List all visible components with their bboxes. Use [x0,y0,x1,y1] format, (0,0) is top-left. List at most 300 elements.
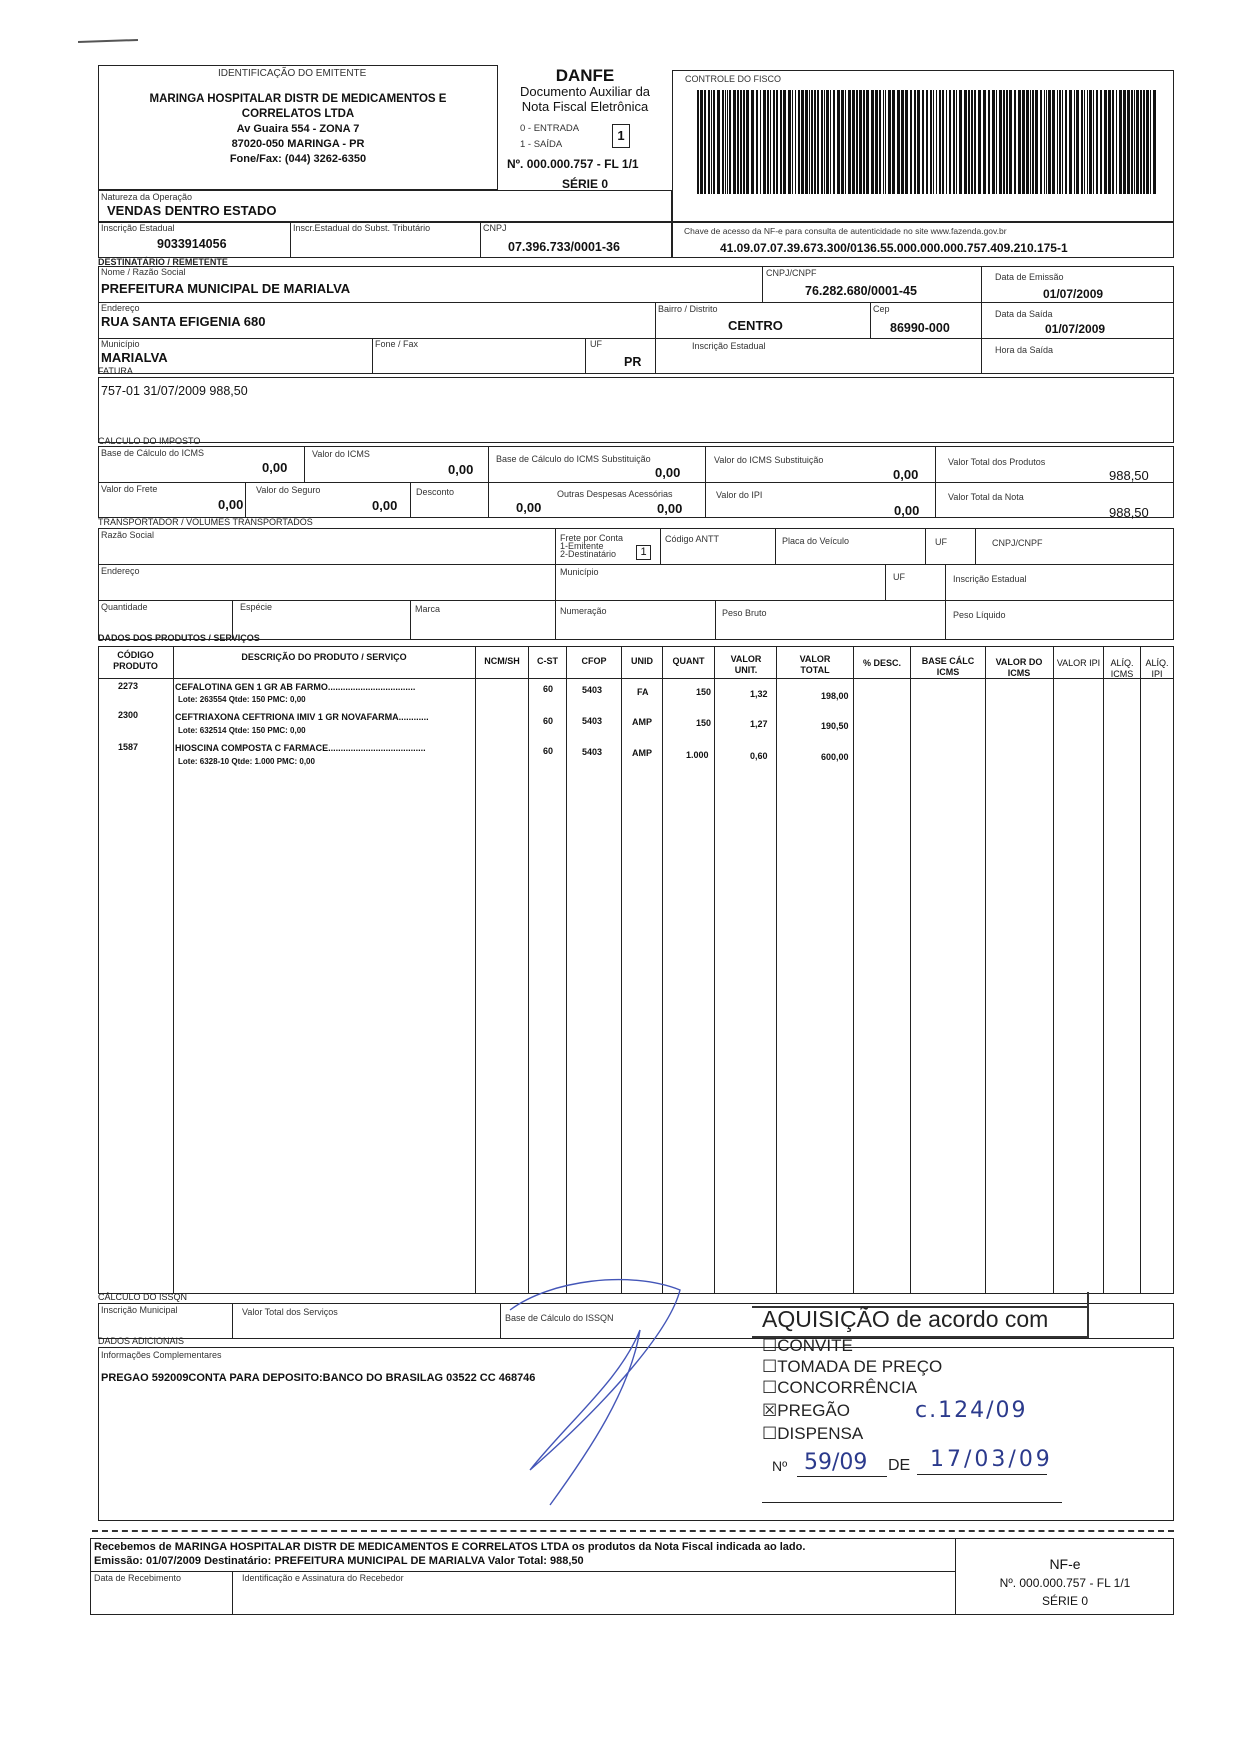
barcode-bar [1032,90,1034,194]
barcode-bar [1003,90,1005,194]
total-prod: 988,50 [1109,468,1149,483]
ipi: 0,00 [894,503,920,518]
barcode [697,90,1157,194]
barcode-bar [1057,90,1058,194]
stamp-title: AQUISIÇÃO de acordo com [762,1306,1049,1332]
dest-uf: PR [624,355,642,369]
row3-unid: AMP [632,748,652,758]
ie-label: Inscrição Estadual [101,223,175,233]
row2-quant: 150 [696,718,712,728]
trans-frete-label-3: 2-Destinatário [560,549,617,559]
barcode-bar [811,90,813,194]
barcode-bar [1136,90,1139,194]
barcode-bar [968,90,970,194]
barcode-bar [983,90,986,194]
outras: 0,00 [657,501,683,516]
barcode-bar [930,90,932,194]
th-cst: C-ST [537,656,558,666]
barcode-bar [859,90,862,194]
barcode-bar [988,90,990,194]
row3-descricao: HIOSCINA COMPOSTA C FARMACE....................................... [175,743,426,753]
barcode-bar [1035,90,1038,194]
th-vicms: VALOR DO ICMS [995,657,1043,678]
fatura-box [98,377,1174,443]
canhoto-assinatura-label: Identificação e Assinatura do Recebedor [242,1573,404,1583]
barcode-bar [788,90,791,194]
th-codigo: CÓDIGO PRODUTO [113,650,158,671]
canhoto-line1: Recebemos de MARINGA HOSPITALAR DISTR DE MEDICAMENTOS E CORRELATOS LTDA os produtos da Nota Fiscal indicada ao lado. [94,1541,806,1553]
barcode-bar [852,90,855,194]
seguro-label: Valor do Seguro [256,485,321,495]
row3-vtotal: 600,00 [821,752,849,762]
barcode-bar [733,90,736,194]
barcode-bar [901,90,904,194]
barcode-bar [978,90,981,194]
barcode-bar [1026,90,1029,194]
icms: 0,00 [448,462,474,477]
bc-icms-label: Base de Cálculo do ICMS [101,448,205,458]
barcode-bar [879,90,881,194]
stamp-opt3-label: CONCORRÊNCIA [777,1378,918,1397]
barcode-bar [737,90,739,194]
fatura-value: 757-01 31/07/2009 988,50 [101,384,248,398]
barcode-bar [1134,90,1135,194]
barcode-bar [1108,90,1111,194]
dest-bairro-label: Bairro / Distrito [658,304,718,314]
dest-saida-label: Data da Saída [995,309,1053,319]
destinatario-section: DESTINATÁRIO / REMETENTE [98,257,228,267]
barcode-bar [936,90,937,194]
barcode-bar [729,90,731,194]
canhoto-serie: SÉRIE 0 [1041,1594,1089,1608]
barcode-bar [1112,90,1114,194]
outras-label: Outras Despesas Acessórias [557,489,673,499]
barcode-bar [1100,90,1102,194]
barcode-bar [1076,90,1079,194]
barcode-bar [830,90,831,194]
barcode-bar [926,90,928,194]
row2-cfop: 5403 [582,716,603,726]
th-aicms: ALÍQ. ICMS [1110,658,1134,679]
dest-cep: 86990-000 [890,321,950,335]
barcode-bar [1089,90,1092,194]
checkbox-icon: ☐ [762,1336,778,1355]
barcode-bar [704,90,706,194]
barcode-bar [697,90,699,194]
row2-lote: Lote: 632514 Qtde: 150 PMC: 0,00 [178,726,306,735]
total-nota-label: Valor Total da Nota [948,492,1024,502]
trans-frete-value: 1 [640,546,647,558]
stamp-opt2-label: TOMADA DE PREÇO [777,1357,943,1376]
barcode-bar [892,90,895,194]
checkbox-icon: ☐ [762,1378,778,1397]
barcode-bar [885,90,886,194]
barcode-bar [1006,90,1008,194]
stamp-hand-c: c.124/09 [915,1398,1028,1423]
trans-numeracao-label: Numeração [560,606,607,616]
emitente-label: IDENTIFICAÇÃO DO EMITENTE [218,68,367,79]
barcode-bar [942,90,944,194]
trans-endereco-label: Endereço [101,566,140,576]
barcode-bar [996,90,997,194]
barcode-bar [746,90,749,194]
barcode-bar [767,90,769,194]
emitente-name-2: CORRELATOS LTDA [241,108,355,120]
dest-cnpj-label: CNPJ/CNPF [766,268,817,278]
barcode-bar [1153,90,1156,194]
canhoto-numero: Nº. 000.000.757 - FL 1/1 [999,1576,1131,1590]
dest-endereco: RUA SANTA EFIGENIA 680 [101,314,266,329]
controle-label: CONTROLE DO FISCO [685,74,782,84]
row1-vtotal: 198,00 [821,691,849,701]
dest-emissao-label: Data de Emissão [995,272,1064,282]
th-descricao: DESCRIÇÃO DO PRODUTO / SERVIÇO [241,652,407,662]
bc-st: 0,00 [655,465,681,480]
stamp-opt4-label: PREGÃO [777,1401,850,1420]
row2-vtotal: 190,50 [821,721,849,731]
barcode-bar [1014,90,1016,194]
barcode-bar [953,90,955,194]
barcode-bar [837,90,840,194]
issqn-bc-label: Base de Cálculo do ISSQN [505,1313,614,1323]
row1-cst: 60 [543,684,554,694]
emitente-address: Av Guaira 554 - ZONA 7 [236,123,360,135]
cnpj-label: CNPJ [483,223,507,233]
issqn-section: CÁLCULO DO ISSQN [98,1292,188,1302]
barcode-bar [801,90,804,194]
total-prod-label: Valor Total dos Produtos [948,457,1046,467]
th-cfop: CFOP [581,656,607,666]
row1-quant: 150 [696,687,712,697]
row2-unid: AMP [632,717,652,727]
dest-municipio-label: Município [101,339,140,349]
barcode-bar [964,90,967,194]
dest-fone-label: Fone / Fax [375,339,419,349]
trans-marca-label: Marca [415,604,441,614]
barcode-bar [1074,90,1075,194]
barcode-bar [1081,90,1083,194]
trans-placa-label: Placa do Veículo [782,536,850,546]
bc-st-label: Base de Cálculo do ICMS Substituição [496,454,651,464]
danfe-entrada: 0 - ENTRADA [520,123,580,134]
barcode-bar [700,90,703,194]
barcode-bar [845,90,846,194]
emitente-phone: Fone/Fax: (044) 3262-6350 [229,153,367,165]
row1-cfop: 5403 [582,685,603,695]
trans-especie-label: Espécie [240,602,273,612]
frete-label: Valor do Frete [101,484,158,494]
barcode-bar [856,90,858,194]
barcode-bar [770,90,771,194]
canhoto-data-label: Data de Recebimento [94,1573,182,1583]
trans-cnpj-label: CNPJ/CNPF [992,538,1043,548]
row3-cfop: 5403 [582,747,603,757]
barcode-bar [1065,90,1067,194]
barcode-bar [1022,90,1025,194]
barcode-bar [792,90,793,194]
checkbox-icon: ☐ [762,1357,778,1376]
barcode-bar [1052,90,1055,194]
natureza-label: Natureza da Operação [101,192,193,202]
barcode-bar [1069,90,1072,194]
barcode-bar [780,90,782,194]
danfe-tipo-box [612,124,630,148]
imposto-section: CALCULO DO IMPOSTO [98,436,201,446]
emitente-cep-city: 87020-050 MARINGA - PR [231,138,365,150]
barcode-bar [933,90,934,194]
barcode-bar [1009,90,1012,194]
desconto-label: Desconto [416,487,455,497]
barcode-bar [824,90,825,194]
barcode-bar [1140,90,1142,194]
barcode-bar [999,90,1002,194]
chave-label: Chave de acesso da NF-e para consulta de autenticidade no site www.fazenda.gov.br [684,226,1007,236]
barcode-bar [841,90,844,194]
barcode-bar [809,90,810,194]
barcode-bar [1046,90,1047,194]
issqn-im-label: Inscrição Municipal [101,1305,178,1315]
row1-unid: FA [637,687,649,697]
dest-municipio: MARIALVA [101,350,168,365]
cnpj-value: 07.396.733/0001-36 [508,240,620,254]
dest-ie-label: Inscrição Estadual [692,341,766,351]
row1-vunit: 1,32 [750,689,768,699]
pen-mark [78,39,138,43]
ie-st-label: Inscr.Estadual do Subst. Tributário [293,223,431,233]
checked-box-icon: ☒ [762,1401,778,1420]
barcode-bar [783,90,786,194]
desconto: 0,00 [516,500,542,515]
trans-peso-liq-label: Peso Líquido [953,610,1006,620]
icms-st: 0,00 [893,467,919,482]
barcode-bar [717,90,720,194]
barcode-bar [1096,90,1098,194]
barcode-bar [949,90,951,194]
barcode-bar [1048,90,1051,194]
trans-frete-label-1: Frete por Conta [560,533,624,543]
barcode-bar [883,90,884,194]
barcode-bar [1093,90,1094,194]
barcode-bar [708,90,710,194]
row1-descricao: CEFALOTINA GEN 1 GR AB FARMO................................... [175,682,416,692]
barcode-bar [1084,90,1085,194]
dest-uf-label: UF [590,339,602,349]
barcode-bar [917,90,920,194]
barcode-bar [1123,90,1126,194]
danfe-tipo: 1 [617,128,625,143]
barcode-bar [798,90,800,194]
barcode-bar [959,90,962,194]
barcode-bar [992,90,995,194]
barcode-bar [756,90,758,194]
th-vtotal: VALOR TOTAL [799,654,831,675]
produtos-section: DADOS DOS PRODUTOS / SERVIÇOS [98,633,260,643]
barcode-bar [1146,90,1149,194]
stamp-hand-no: 59/09 [804,1450,868,1475]
row2-codigo: 2300 [118,710,139,720]
th-aipi: ALÍQ. IPI [1145,658,1169,679]
row2-vunit: 1,27 [750,719,768,729]
barcode-bar [727,90,728,194]
total-nota: 988,50 [1109,505,1149,520]
tear-line [92,1530,1174,1532]
barcode-bar [1150,90,1151,194]
stamp-opt5-label: DISPENSA [777,1424,864,1443]
barcode-bar [1062,90,1063,194]
barcode-bar [914,90,916,194]
danfe-numero: Nº. 000.000.757 - FL 1/1 [507,157,639,171]
danfe-title: DANFE [555,66,615,85]
bc-icms: 0,00 [262,460,288,475]
barcode-bar [1030,90,1031,194]
barcode-bar [971,90,973,194]
row3-codigo: 1587 [118,742,139,752]
barcode-bar [905,90,908,194]
th-unid: UNID [631,656,653,666]
seguro: 0,00 [372,498,398,513]
barcode-bar [743,90,745,194]
trans-uf-label: UF [935,537,947,547]
barcode-bar [866,90,869,194]
adicionais-info: PREGAO 592009CONTA PARA DEPOSITO:BANCO DO BRASILAG 03522 CC 468746 [101,1372,536,1384]
barcode-bar [805,90,808,194]
danfe-subtitle-2: Nota Fiscal Eletrônica [521,99,649,114]
barcode-bar [1119,90,1122,194]
dest-nome-label: Nome / Razão Social [101,267,186,277]
dest-emissao: 01/07/2009 [1043,287,1104,301]
stamp-opt-tomada [762,1357,942,1377]
th-vunit: VALOR UNIT. [730,654,762,675]
barcode-bar [922,90,924,194]
barcode-bar [1116,90,1117,194]
row2-descricao: CEFTRIAXONA CEFTRIONA IMIV 1 GR NOVAFARMA............ [175,712,429,722]
row1-lote: Lote: 263554 Qtde: 150 PMC: 0,00 [178,695,306,704]
trans-uf2-label: UF [893,572,905,582]
barcode-bar [722,90,724,194]
stamp-de-label: DE [888,1457,911,1474]
danfe-saida: 1 - SAÍDA [520,139,563,150]
th-desc: % DESC. [862,658,901,668]
trans-ie-label: Inscrição Estadual [953,574,1027,584]
aquisicao-stamp [752,1290,1092,1522]
trans-razao-label: Razão Social [101,530,155,540]
barcode-bar [1018,90,1021,194]
barcode-bar [740,90,742,194]
barcode-bar [939,90,941,194]
ie-value: 9033914056 [157,237,227,251]
barcode-bar [763,90,766,194]
barcode-bar [1044,90,1045,194]
dest-cep-label: Cep [873,304,890,314]
dest-hora-label: Hora da Saída [995,345,1054,355]
barcode-bar [875,90,878,194]
barcode-bar [713,90,715,194]
row1-codigo: 2273 [118,681,139,691]
canhoto-nfe: NF-e [1049,1556,1081,1572]
trans-frete-box [636,545,651,560]
barcode-bar [871,90,874,194]
stamp-opt1-label: CONVITE [777,1336,853,1355]
barcode-bar [817,90,819,194]
barcode-bar [1143,90,1145,194]
row2-cst: 60 [543,716,554,726]
icms-label: Valor do ICMS [312,449,370,459]
row3-cst: 60 [543,746,554,756]
barcode-bar [863,90,865,194]
stamp-opt-pregao [762,1401,850,1421]
barcode-bar [795,90,796,194]
dest-saida: 01/07/2009 [1045,322,1106,336]
th-ncm: NCM/SH [484,656,520,666]
stamp-hand-date: 17/03/09 [930,1447,1053,1472]
trans-peso-bruto-label: Peso Bruto [722,608,767,618]
barcode-bar [773,90,775,194]
barcode-bar [1087,90,1088,194]
barcode-bar [1131,90,1133,194]
row3-quant: 1.000 [686,750,709,760]
fatura-section: FATURA [98,366,133,376]
barcode-bar [821,90,823,194]
dest-endereco-label: Endereço [101,303,140,313]
barcode-bar [725,90,726,194]
barcode-bar [776,90,778,194]
barcode-bar [760,90,761,194]
th-bc: BASE CÁLC ICMS [921,656,975,677]
barcode-bar [1127,90,1130,194]
stamp-opt-concorrencia [762,1378,917,1398]
barcode-bar [974,90,976,194]
transportador-section: TRANSPORTADOR / VOLUMES TRANSPORTADOS [98,517,313,527]
th-quant: QUANT [672,656,705,666]
barcode-bar [1040,90,1042,194]
natureza-value: VENDAS DENTRO ESTADO [107,203,277,218]
barcode-bar [1104,90,1107,194]
adicionais-info-label: Informações Complementares [101,1350,222,1360]
barcode-bar [888,90,891,194]
trans-qtd-label: Quantidade [101,602,148,612]
trans-antt-label: Código ANTT [665,534,720,544]
barcode-bar [897,90,900,194]
barcode-bar [814,90,816,194]
barcode-bar [751,90,754,194]
chave-value: 41.09.07.07.39.673.300/0136.55.000.000.000.757.409.210.175-1 [720,241,1068,255]
barcode-bar [910,90,912,194]
stamp-opt-dispensa [762,1424,863,1444]
th-vipi: VALOR IPI [1056,658,1101,668]
stamp-opt-convite [762,1336,853,1356]
dest-bairro: CENTRO [728,318,783,333]
barcode-bar [1059,90,1061,194]
barcode-bar [946,90,947,194]
barcode-bar [826,90,829,194]
trans-frete-label-2: 1-Emitente [560,541,604,551]
barcode-bar [833,90,835,194]
checkbox-icon: ☐ [762,1424,778,1443]
emitente-name-1: MARINGA HOSPITALAR DISTR DE MEDICAMENTOS E [149,93,447,105]
dest-nome: PREFEITURA MUNICIPAL DE MARIALVA [101,281,351,296]
row3-lote: Lote: 6328-10 Qtde: 1.000 PMC: 0,00 [178,757,315,766]
trans-municipio-label: Município [560,567,599,577]
adicionais-section: DADOS ADICIONAIS [98,1336,185,1346]
canhoto-line2: Emissão: 01/07/2009 Destinatário: PREFEITURA MUNICIPAL DE MARIALVA Valor Total: 988,50 [94,1555,584,1567]
signature-scribble [490,1270,750,1515]
issqn-servicos-label: Valor Total dos Serviços [242,1307,338,1317]
danfe-subtitle-1: Documento Auxiliar da [519,84,651,99]
icms-st-label: Valor do ICMS Substituição [714,455,824,465]
danfe-serie: SÉRIE 0 [561,177,609,191]
barcode-bar [848,90,851,194]
ipi-label: Valor do IPI [716,490,763,500]
